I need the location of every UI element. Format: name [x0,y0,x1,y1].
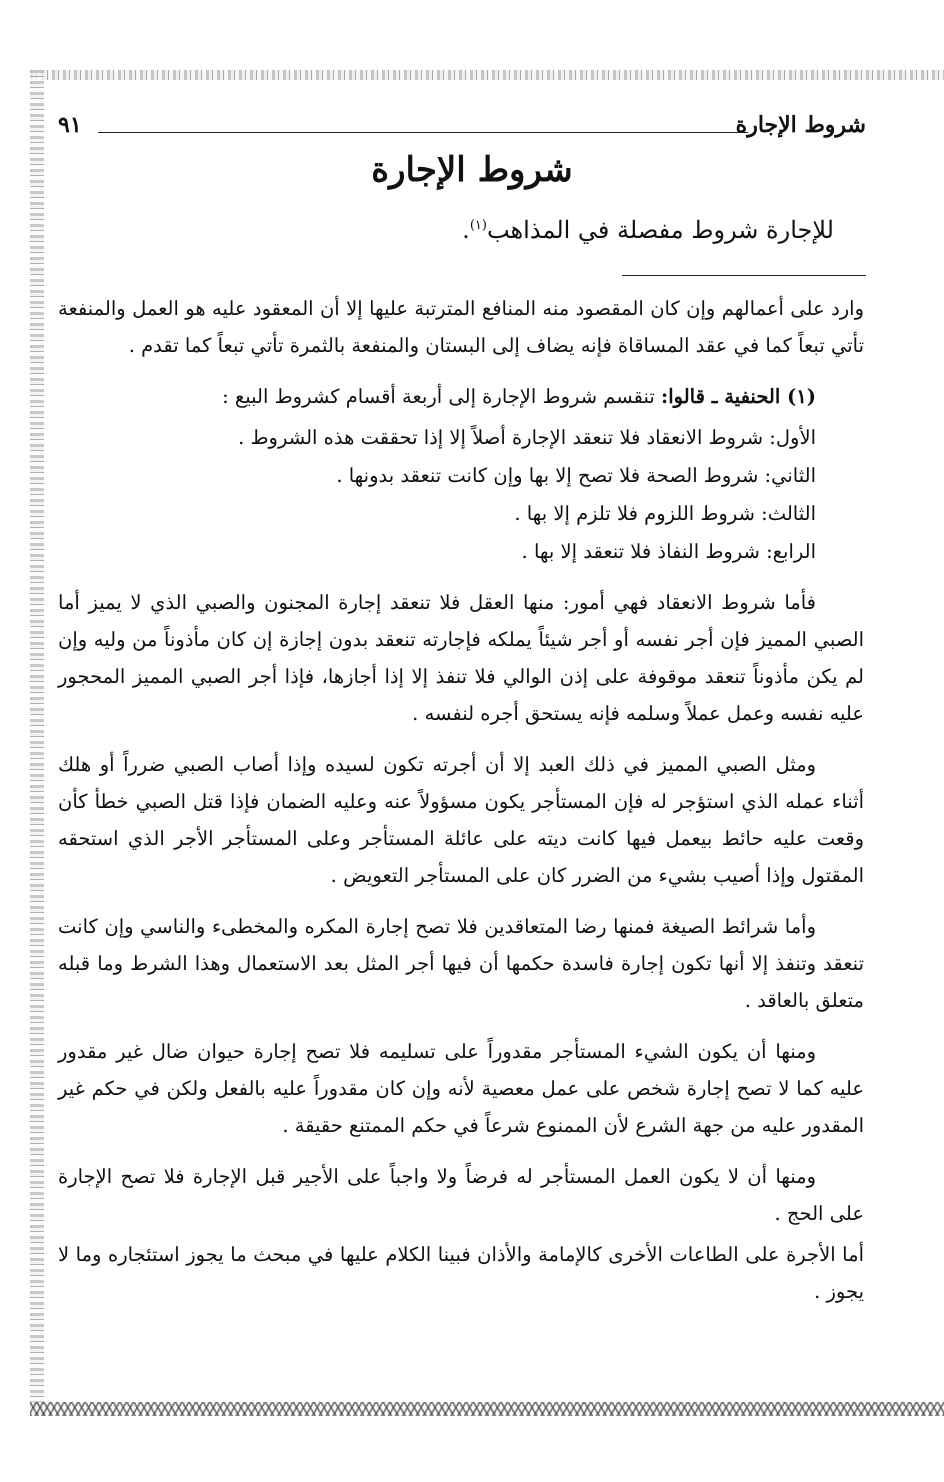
condition-item: الثالث: شروط اللزوم فلا تلزم إلا بها . [514,502,816,525]
paragraph: ومثل الصبي المميز في ذلك العبد إلا أن أجرته تكون لسيده وإذا أصاب الصبي ضرراً أو هلك أثناء عمله الذي استؤجر له فإن المستأجر يكون مسؤولاً عنه وعليه الضمان فإذا قتل الصبي خطأ كأن وقعت عليه حائط بيعمل فيها كانت ديته على عائلة المستأجر وعلى المستأجر الأجر الذي استحقه المقتول وإذا أصيب بشيء من الضرر كان على المستأجر التعويض . [58,753,864,887]
decorative-border-bottom [30,1402,944,1416]
hanafi-label: (١) الحنفية ـ قالوا: [661,385,816,408]
paragraph: ومنها أن يكون الشيء المستأجر مقدوراً على تسليمه فلا تصح إجارة حيوان ضال غير مقدور عليه كما لا تصح إجارة شخص على عمل معصية لأنه وإن كان مقدوراً عليه بالفعل ولكن في حكم غير المقدور عليه من جهة الشرع لأن الممنوع شرعاً في حكم الممتنع حقيقة . [58,1040,864,1137]
footnote-separator [622,275,866,276]
hanafi-text: تنقسم شروط الإجارة إلى أربعة أقسام كشروط البيع : [222,385,662,408]
section-title: شروط الإجارة [371,150,573,190]
running-title: شروط الإجارة [735,112,866,138]
header-rule [98,132,748,133]
paragraph: أما الأجرة على الطاعات الأخرى كالإمامة والأذان فبينا الكلام عليها في مبحث ما يجوز استئجاره وما لا يجوز . [58,1243,864,1303]
hanafi-intro [58,378,864,415]
footnote-marker[interactable]: (١) [469,218,487,233]
decorative-border-top [30,70,944,80]
paragraph: ومنها أن لا يكون العمل المستأجر له فرضاً ولا واجباً على الأجير قبل الإجارة فلا تصح الإجارة على الحج . [58,1165,864,1225]
decorative-border-left [30,70,44,1416]
page-number: ٩١ [58,112,82,138]
condition-item: الرابع: شروط النفاذ فلا تنعقد إلا بها . [521,540,816,563]
footnote-continuation: وارد على أعمالهم وإن كان المقصود منه المنافع المترتبة عليها إلا أن المعقود عليه هو العمل والمنفعة تأتي تبعاً كما في عقد المساقاة فإنه يضاف إلى البستان والمنفعة بالثمرة تأتي تبعاً كما تقدم . [58,297,864,357]
footnotes-body [58,290,864,1314]
condition-item: الأول: شروط الانعقاد فلا تنعقد الإجارة أصلاً إلا إذا تحققت هذه الشروط . [238,426,816,449]
intro-end: . [462,216,470,244]
intro-sentence [462,216,834,244]
running-header [58,108,866,148]
intro-text: للإجارة شروط مفصلة في المذاهب [486,216,834,244]
paragraph: فأما شروط الانعقاد فهي أمور: منها العقل فلا تنعقد إجارة المجنون والصبي الذي لا يميز أما الصبي المميز فإن أجر نفسه أو أجر شيئاً يملكه فإجارته تنعقد بدون إجازة إن كان مأذوناً من وليه وإن لم يكن مأذوناً تنعقد موقوفة على إذن الوالي فلا تنفذ إلا إذا أجازها، فإذا أجر الصبي المميز المحجور عليه نفسه وعمل عملاً وسلمه فإنه يستحق أجره لنفسه . [58,591,864,725]
paragraph: وأما شرائط الصيغة فمنها رضا المتعاقدين فلا تصح إجارة المكره والمخطىء والناسي وإن كانت تنعقد وتنفذ إلا أنها تكون إجارة فاسدة حكمها أن فيها أجر المثل بعد الاستعمال وهذا الشرط وما قبله متعلق بالعاقد . [58,915,864,1012]
condition-item: الثاني: شروط الصحة فلا تصح إلا بها وإن كانت تنعقد بدونها . [336,464,816,487]
